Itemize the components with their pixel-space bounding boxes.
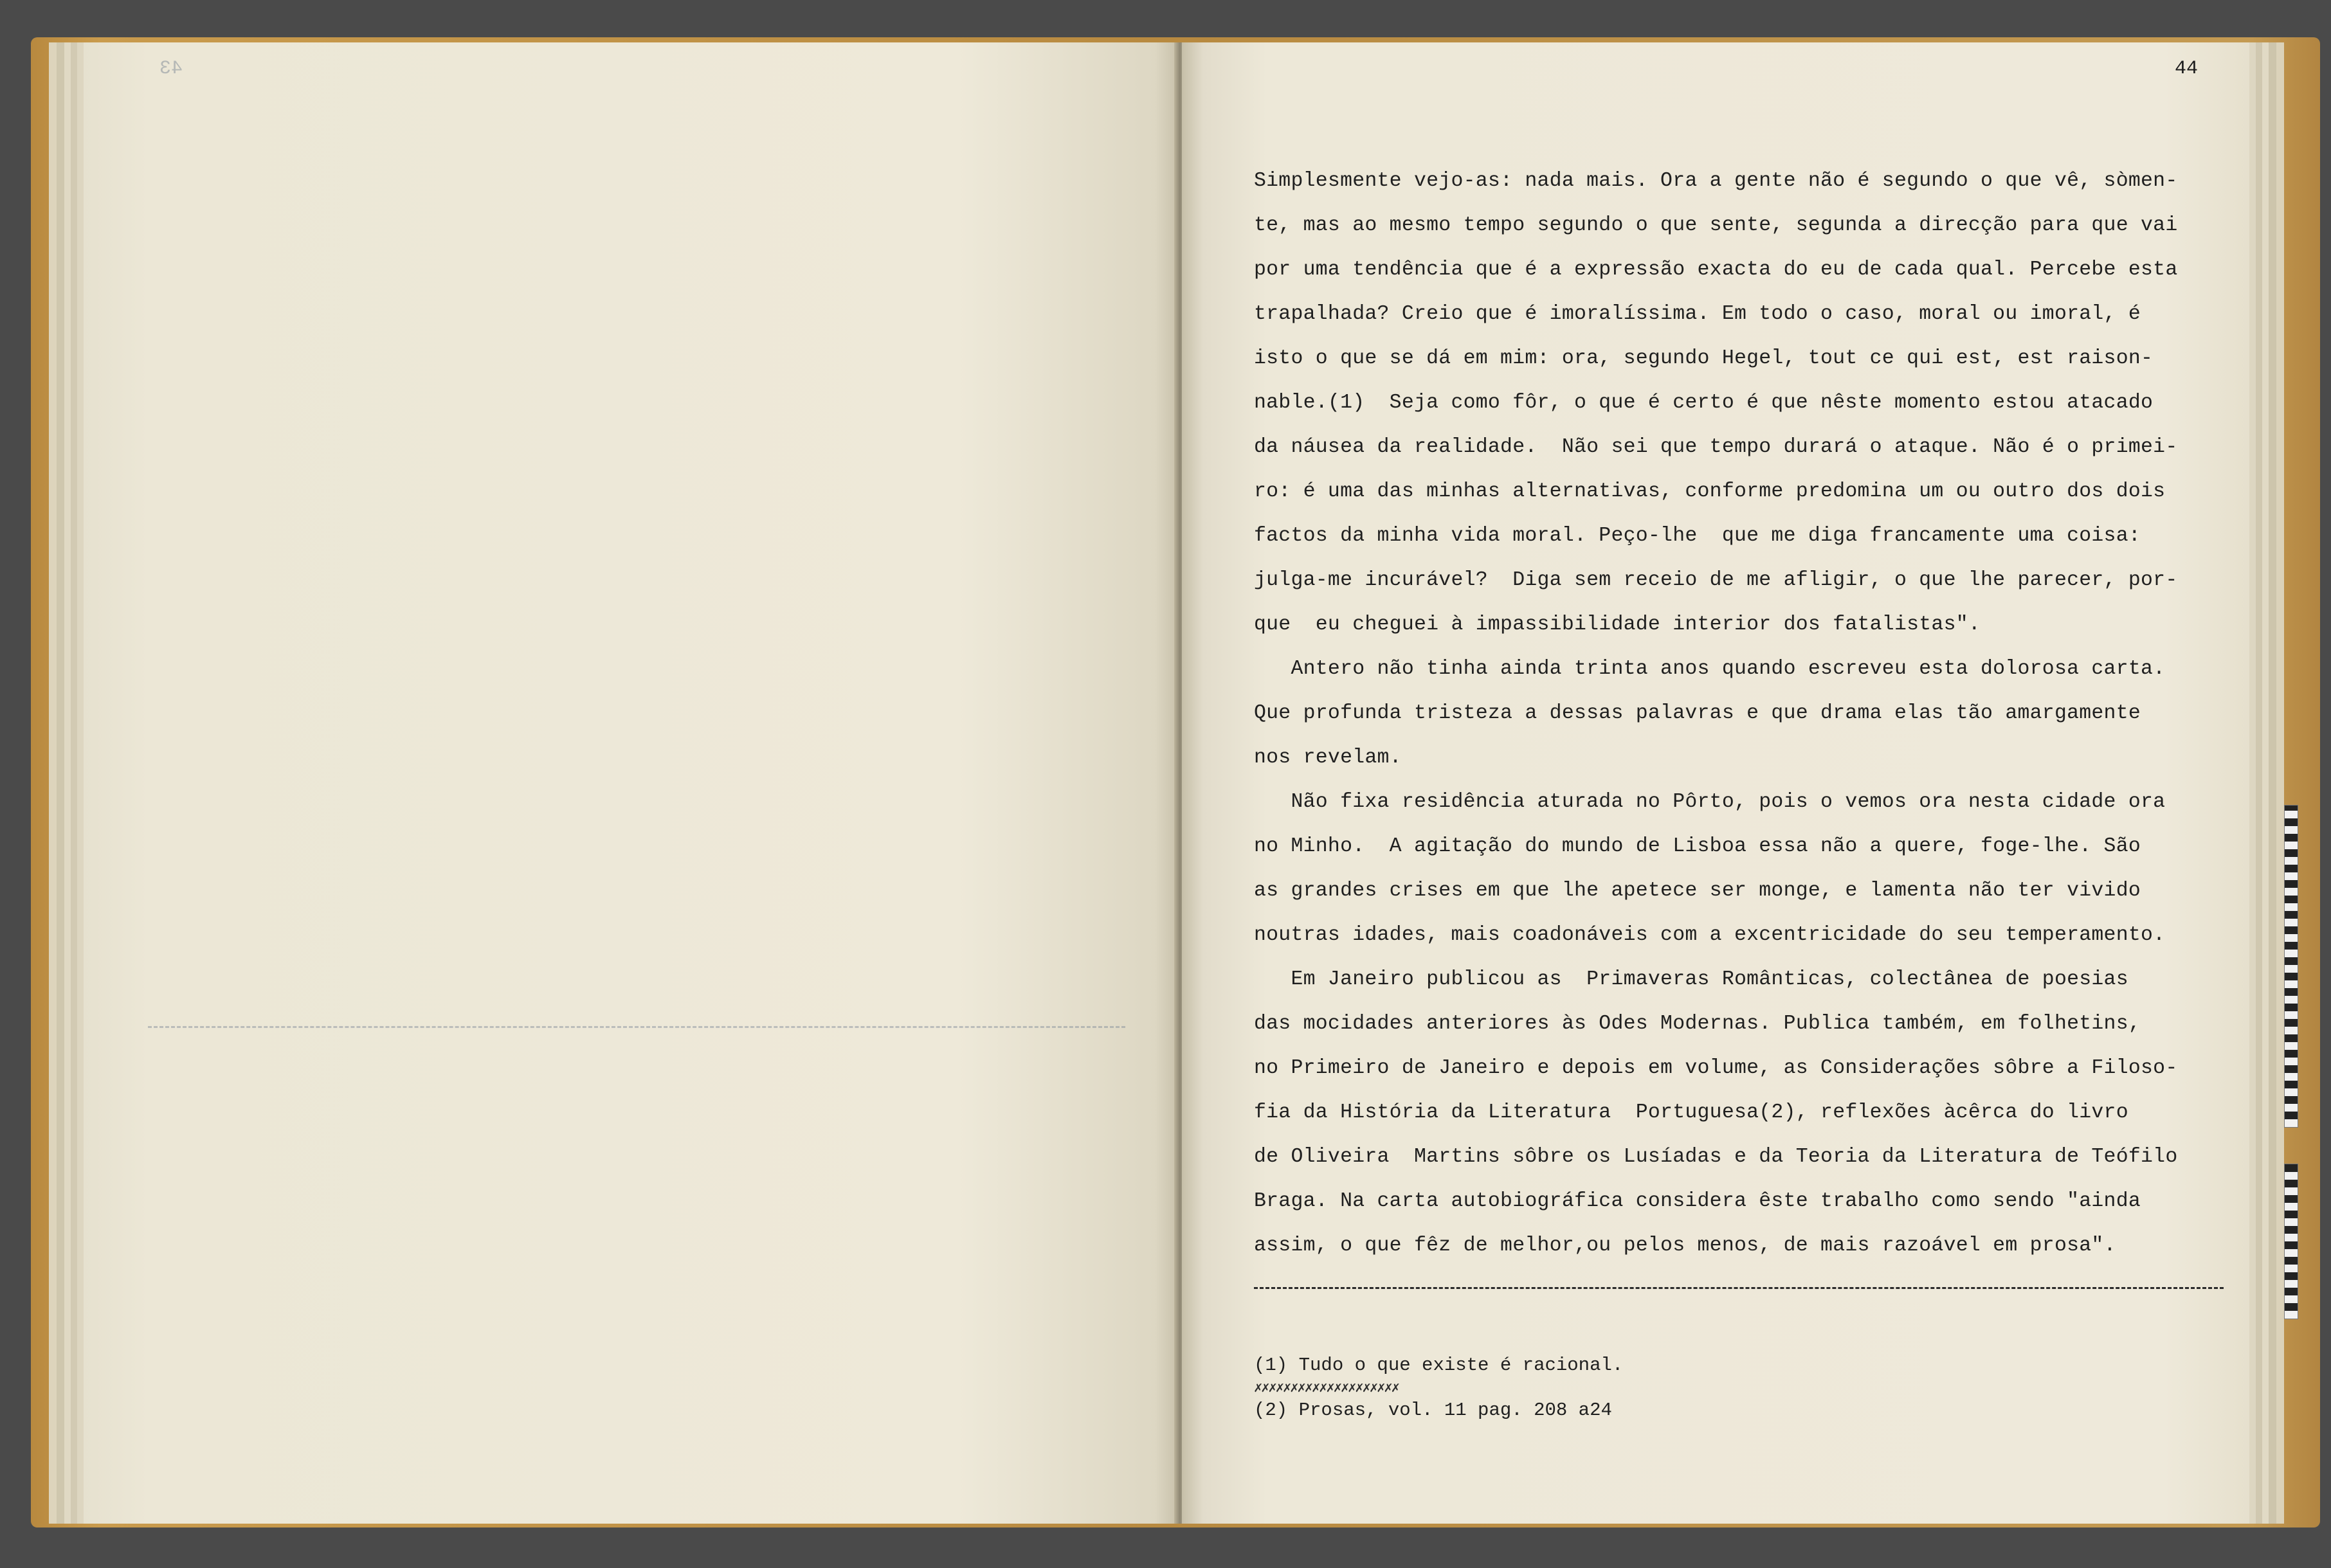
- text-line: fia da História da Literatura Portuguesa(2), reflexões àcêrca do livro: [1254, 1101, 2128, 1124]
- right-page: [1182, 42, 2249, 1524]
- text-line: ro: é uma das minhas alternativas, conforme predomina um ou outro dos dois: [1254, 480, 2166, 503]
- text-line: que eu cheguei à impassibilidade interior dos fatalistas".: [1254, 613, 1981, 636]
- text-line: de Oliveira Martins sôbre os Lusíadas e da Teoria da Literatura de Teófilo: [1254, 1146, 2178, 1168]
- text-line: das mocidades anteriores às Odes Modernas. Publica também, em folhetins,: [1254, 1013, 2141, 1035]
- text-line: Em Janeiro publicou as Primaveras Românticas, colectânea de poesias: [1254, 968, 2128, 991]
- text-line: Não fixa residência aturada no Pôrto, pois o vemos ora nesta cidade ora: [1254, 791, 2166, 813]
- left-page: [84, 42, 1177, 1524]
- text-line: Antero não tinha ainda trinta anos quando escreveu esta dolorosa carta.: [1254, 658, 2166, 680]
- text-line: Braga. Na carta autobiográfica considera êste trabalho como sendo "ainda: [1254, 1190, 2141, 1212]
- text-line: factos da minha vida moral. Peço-lhe que me diga francamente uma coisa:: [1254, 525, 2141, 547]
- text-line: nable.(1) Seja como fôr, o que é certo é que nêste momento estou atacado: [1254, 392, 2154, 414]
- color-calibration-strip: [2284, 1164, 2298, 1319]
- text-line: Simplesmente vejo-as: nada mais. Ora a gente não é segundo o que vê, sòmen-: [1254, 170, 2178, 192]
- page-number-left: 43: [159, 58, 183, 80]
- text-line: trapalhada? Creio que é imoralíssima. Em todo o caso, moral ou imoral, é: [1254, 303, 2141, 325]
- text-line: da náusea da realidade. Não sei que tempo durará o ataque. Não é o primei-: [1254, 436, 2178, 458]
- text-line: no Minho. A agitação do mundo de Lisboa essa não a quere, foge-lhe. São: [1254, 835, 2141, 858]
- text-line: isto o que se dá em mim: ora, segundo Hegel, tout ce qui est, est raison-: [1254, 347, 2154, 370]
- text-line: nos revelam.: [1254, 746, 1402, 769]
- page-number-right: 44: [2175, 58, 2199, 80]
- footnote-2: (2) Prosas, vol. 11 pag. 208 a24: [1254, 1400, 1612, 1421]
- text-line: por uma tendência que é a expressão exacta do eu de cada qual. Percebe esta: [1254, 258, 2178, 281]
- struck-out-handwriting: ✗✗✗✗✗✗✗✗✗✗✗✗✗✗✗✗✗✗✗✗: [1254, 1380, 1399, 1396]
- text-line: julga-me incurável? Diga sem receio de me afligir, o que lhe parecer, por-: [1254, 569, 2178, 591]
- text-line: as grandes crises em que lhe apetece ser monge, e lamenta não ter vivido: [1254, 879, 2141, 902]
- footnote-1: (1) Tudo o que existe é racional.: [1254, 1355, 1624, 1376]
- text-line: Que profunda tristeza a dessas palavras e que drama elas tão amargamente: [1254, 702, 2141, 725]
- bleed-through-text: [84, 42, 1177, 1524]
- color-calibration-strip: [2284, 805, 2298, 1128]
- footnote-divider: [1254, 1287, 2224, 1289]
- text-line: te, mas ao mesmo tempo segundo o que sente, segunda a direcção para que vai: [1254, 214, 2178, 237]
- text-line: assim, o que fêz de melhor,ou pelos menos, de mais razoável em prosa".: [1254, 1234, 2116, 1257]
- text-line: no Primeiro de Janeiro e depois em volume, as Considerações sôbre a Filoso-: [1254, 1057, 2178, 1079]
- text-line: noutras idades, mais coadonáveis com a excentricidade do seu temperamento.: [1254, 924, 2166, 946]
